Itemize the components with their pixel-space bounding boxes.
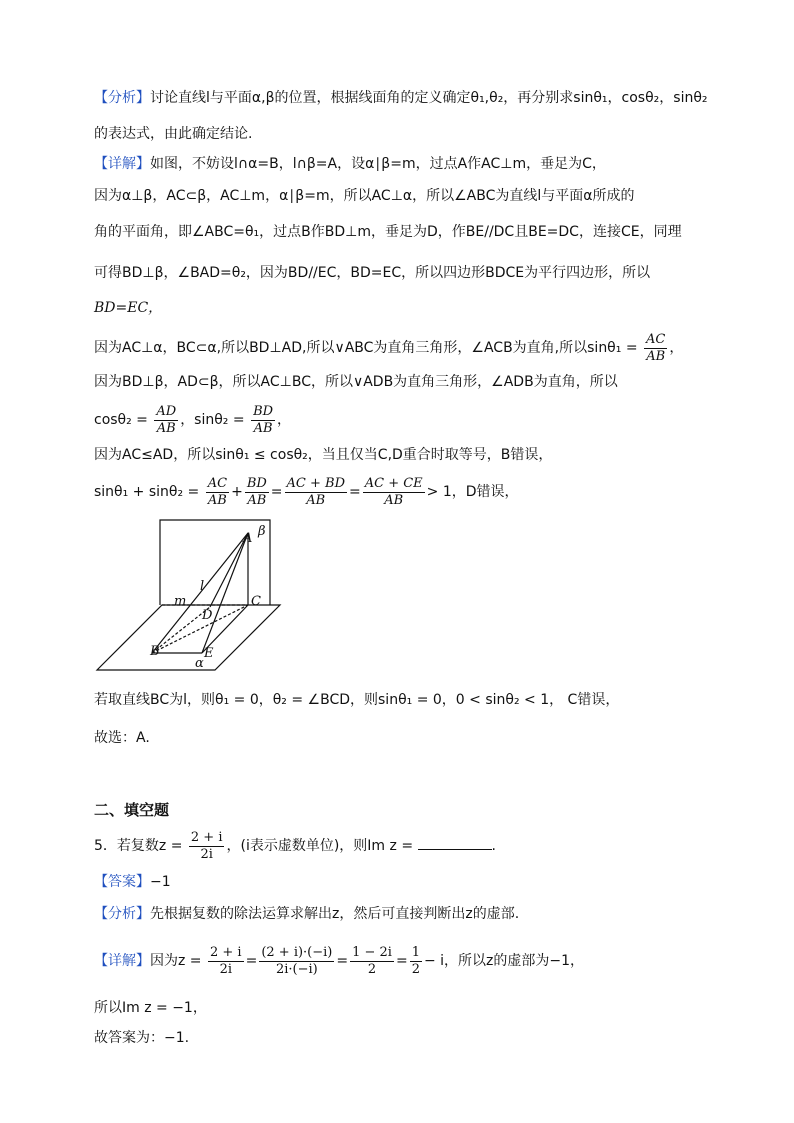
fraction-d1: $\frac{2 + i}{2i}$	[209, 944, 242, 977]
detail-line-12	[94, 728, 150, 748]
fraction-bd-ab: $\frac{BD}{AB}$	[253, 403, 274, 436]
label-alpha: α	[195, 656, 204, 671]
geometry-figure	[90, 515, 290, 675]
fraction-1: $\frac{AC}{AB}$	[207, 475, 228, 508]
problem5-analysis: 【分析】先根据复数的除法运算求解出z，然后可直接判断出z的虚部.	[94, 906, 520, 922]
detail-tag-5: 【详解】	[94, 953, 150, 969]
detail-text-3: 角的平面角，即∠ABC=θ₁，过点B作BD⊥m，垂足为D，作BE//DC且BE=DC，连接CE，同理	[94, 224, 682, 240]
analysis-tag: 【分析】	[94, 90, 150, 106]
fraction-question: $\frac{2 + i}{2i}$	[190, 829, 223, 862]
section-title: 二、填空题	[94, 801, 170, 819]
fraction-3: $\frac{AC + BD}{AB}$	[286, 475, 345, 508]
conclusion-text: 故选：A.	[94, 730, 150, 746]
label-a: A	[243, 531, 253, 546]
detail-line-7	[94, 372, 618, 392]
detail-text-1: 如图，不妨设l∩α=B，l∩β=A，设α∣β=m，过点A作AC⊥m，垂足为C，	[150, 156, 606, 172]
detail-line-2	[94, 186, 635, 206]
fraction-d4: $\frac{1}{2}$	[411, 944, 420, 977]
label-beta: β	[258, 524, 266, 539]
detail-line-9	[94, 445, 552, 465]
detail-text-2: 因为α⊥β，AC⊂β，AC⊥m，α∣β=m，所以AC⊥α，所以∠ABC为直线l与平面α所成的	[94, 188, 635, 204]
segment-bc	[152, 605, 248, 653]
label-d: D	[202, 608, 213, 623]
detail-tag: 【详解】	[94, 156, 150, 172]
analysis-text-cont: 的表达式，由此确定结论.	[94, 126, 253, 142]
fraction-d3: $\frac{1 - 2i}{2}$	[352, 944, 392, 977]
problem5-answer	[94, 872, 171, 892]
problem5-detail-3: 故答案为：−1.	[94, 1030, 190, 1046]
detail-line-11	[94, 690, 619, 710]
fraction-ad-ab: $\frac{AD}{AB}$	[156, 403, 177, 436]
label-b: B	[150, 644, 160, 659]
detail-line-6: 因为AC⊥α，BC⊂α,所以BD⊥AD,所以∨ABC为直角三角形，∠ACB为直角,所以sinθ₁ = $\frac{AC}{AB}$ ，	[94, 331, 684, 364]
plane-alpha	[97, 605, 280, 670]
detail-line-10: sinθ₁ + sinθ₂ = $\frac{AC}{AB}$ + $\frac{BD}{AB}$ = $\frac{AC + BD}{AB}$ = $\frac{AC + CE}{AB}$ > 1，D错误，	[94, 475, 519, 508]
analysis-line-1	[94, 88, 708, 108]
fraction-ac-ab: $\frac{AC}{AB}$	[646, 331, 666, 364]
answer-value: −1	[150, 874, 171, 890]
detail-text-9: 因为AC≤AD，所以sinθ₁ ≤ cosθ₂，当且仅当C,D重合时取等号，B错误，	[94, 447, 553, 463]
detail-line-8: cosθ₂ = $\frac{AD}{AB}$ ，sinθ₂ = $\frac{BD}{AB}$ ，	[94, 403, 292, 436]
problem5-detail-2: 所以Im z = −1，	[94, 1000, 207, 1016]
detail-text-7: 因为BD⊥β，AD⊂β，所以AC⊥BC，所以∨ADB为直角三角形，∠ADB为直角，所以	[94, 374, 618, 390]
detail-text-5: BD=EC，	[94, 300, 163, 316]
label-e: E	[204, 646, 214, 661]
problem5-detail: 【详解】因为z = $\frac{2 + i}{2i}$ = $\frac{(2 + i)\cdot(-i)}{2i\cdot(-i)}$ = $\frac{1 - 2i}{2}$ = $\frac{1}{2}$ − i，所以z的虚部为−1，	[94, 944, 585, 977]
detail-text-6: 因为AC⊥α，BC⊂α,所以BD⊥AD,所以∨ABC为直角三角形，∠ACB为直角,所以sinθ₁ =	[94, 340, 638, 356]
detail-line-5	[94, 298, 162, 318]
label-c: C	[251, 594, 261, 609]
detail-text-11: 若取直线BC为l，则θ₁ = 0，θ₂ = ∠BCD，则sinθ₁ = 0，0 < sinθ₂ < 1， C错误，	[94, 692, 620, 708]
label-m: m	[174, 594, 187, 609]
detail-line-1	[94, 154, 606, 174]
analysis-line-2	[94, 124, 252, 144]
analysis-tag-5: 【分析】	[94, 906, 150, 922]
answer-tag: 【答案】	[94, 874, 150, 890]
detail-line-3	[94, 222, 682, 242]
fraction-4: $\frac{AC + CE}{AB}$	[364, 475, 423, 508]
detail-text-4: 可得BD⊥β，∠BAD=θ₂，因为BD//EC，BD=EC，所以四边形BDCE为平行四边形，所以	[94, 265, 651, 281]
answer-blank	[418, 835, 492, 850]
detail-line-4	[94, 263, 650, 283]
plane-beta	[160, 520, 270, 605]
problem5-question: 5．若复数z = $\frac{2 + i}{2i}$ ，(i表示虚数单位)，则Im z = .	[94, 829, 496, 862]
label-l: l	[200, 579, 205, 594]
fraction-2: $\frac{BD}{AB}$	[246, 475, 267, 508]
segment-ae	[202, 533, 248, 653]
analysis-text: 讨论直线l与平面α,β的位置，根据线面角的定义确定θ₁,θ₂，再分别求sinθ₁，cosθ₂，sinθ₂	[150, 90, 708, 106]
fraction-d2: $\frac{(2 + i)\cdot(-i)}{2i\cdot(-i)}$	[261, 944, 333, 977]
